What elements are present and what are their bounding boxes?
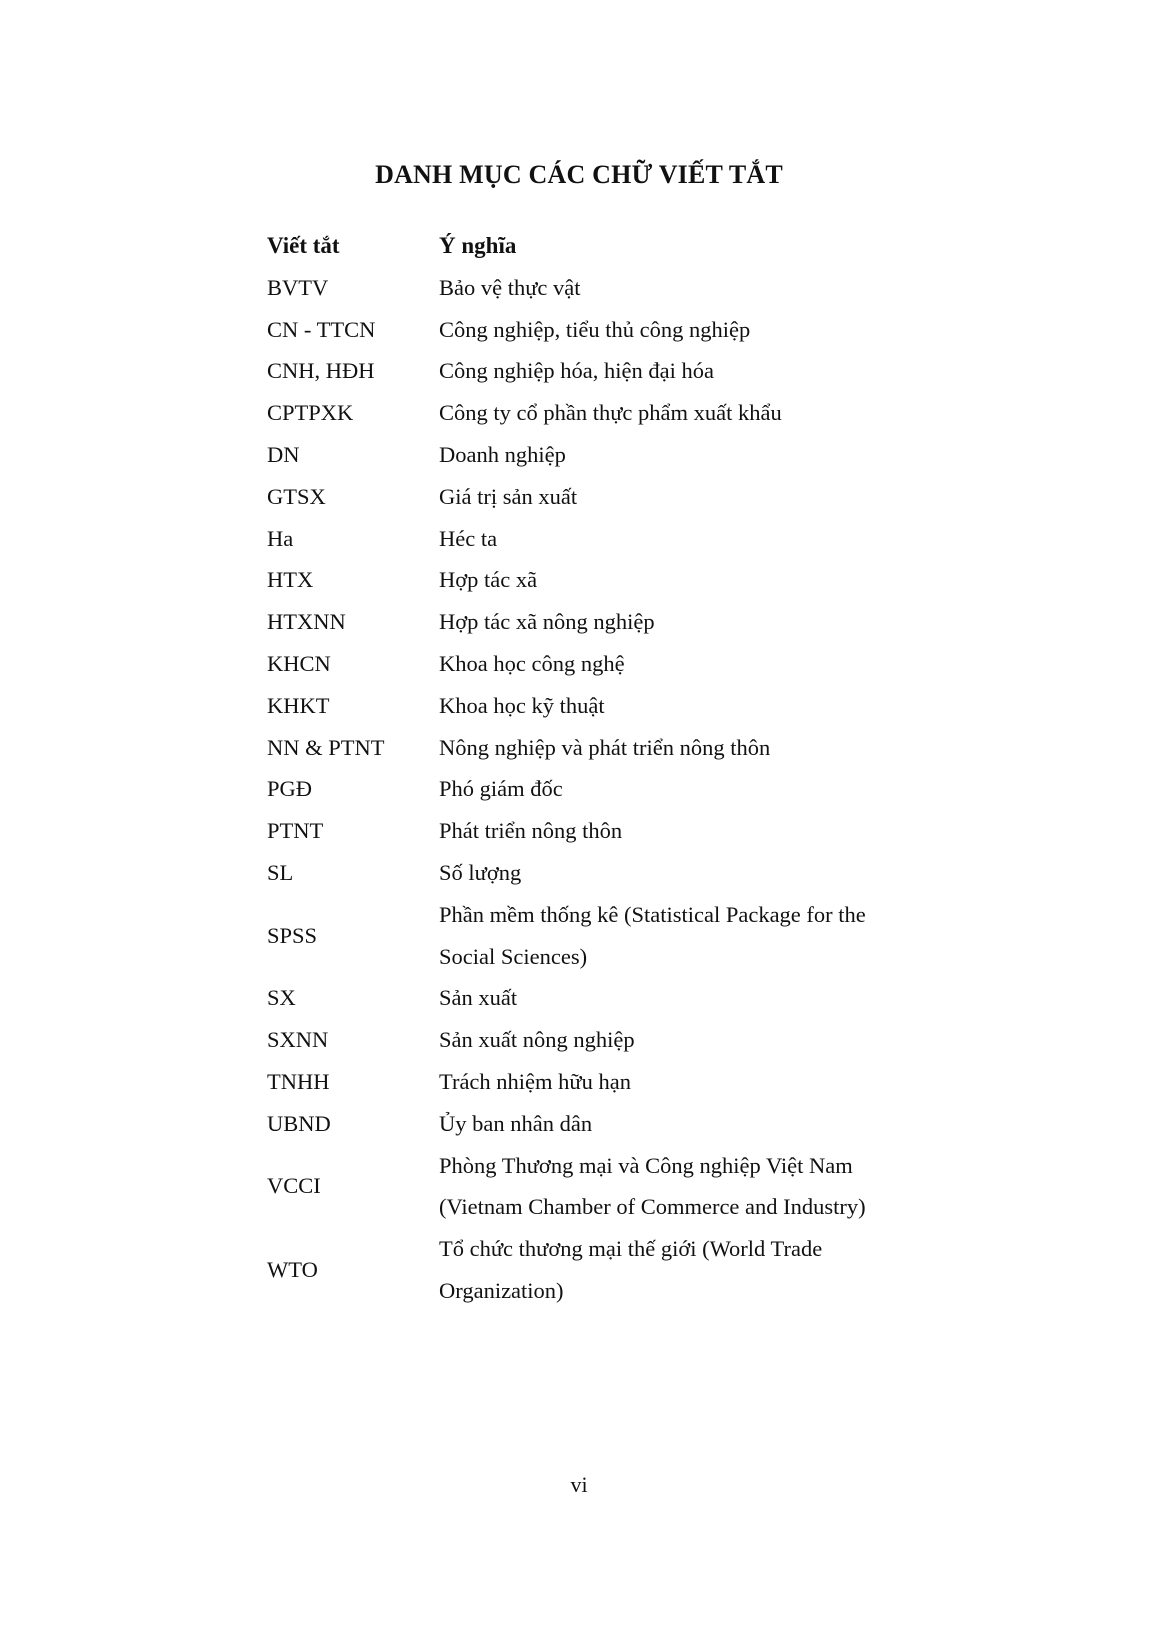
abbr-cell: SL xyxy=(267,859,294,885)
meaning-line: Số lượng xyxy=(439,859,522,885)
meaning-cell xyxy=(439,434,947,476)
abbr-cell: WTO xyxy=(267,1257,318,1283)
meaning-cell xyxy=(439,894,947,978)
abbr-cell: Ha xyxy=(267,525,294,551)
meaning-cell xyxy=(439,476,947,518)
table-row xyxy=(267,559,947,601)
abbr-cell: CPTPXK xyxy=(267,400,354,426)
meaning-line: Trách nhiệm hữu hạn xyxy=(439,1068,631,1094)
abbr-cell: SXNN xyxy=(267,1027,329,1053)
meaning-cell xyxy=(439,392,947,434)
meaning-line: Tổ chức thương mại thế giới (World Trade xyxy=(439,1236,823,1262)
abbr-cell: SPSS xyxy=(267,922,318,948)
abbr-cell: HTXNN xyxy=(267,609,346,635)
table-row xyxy=(267,768,947,810)
meaning-cell xyxy=(439,727,947,769)
meaning-line: Khoa học công nghệ xyxy=(439,650,625,676)
abbr-cell: GTSX xyxy=(267,483,326,509)
table-row xyxy=(267,350,947,392)
table-row xyxy=(267,1103,947,1145)
meaning-cell xyxy=(439,1061,947,1103)
abbr-cell: CNH, HĐH xyxy=(267,358,375,384)
meaning-line: Công nghiệp hóa, hiện đại hóa xyxy=(439,358,714,384)
table-body xyxy=(267,267,947,1312)
meaning-line: Công nghiệp, tiểu thủ công nghiệp xyxy=(439,316,751,342)
meaning-cell xyxy=(439,309,947,351)
meaning-cell xyxy=(439,350,947,392)
meaning-line: Hợp tác xã nông nghiệp xyxy=(439,609,655,635)
meaning-line: Phó giám đốc xyxy=(439,776,563,802)
table-row xyxy=(267,727,947,769)
meaning-cell xyxy=(439,685,947,727)
abbr-cell: UBND xyxy=(267,1110,331,1136)
meaning-line: Phần mềm thống kê (Statistical Package for the xyxy=(439,901,866,927)
meaning-line: Héc ta xyxy=(439,525,498,551)
table-header-row xyxy=(267,225,947,267)
meaning-line: Khoa học kỹ thuật xyxy=(439,692,605,718)
meaning-line: Ủy ban nhân dân xyxy=(439,1110,593,1136)
page-title: DANH MỤC CÁC CHỮ VIẾT TẮT xyxy=(375,160,783,189)
table-row xyxy=(267,1228,947,1312)
meaning-cell xyxy=(439,559,947,601)
table-row xyxy=(267,1019,947,1061)
meaning-cell xyxy=(439,1019,947,1061)
meaning-cell xyxy=(439,267,947,309)
page-number: vi xyxy=(570,1472,588,1497)
abbr-cell: HTX xyxy=(267,567,314,593)
table-row xyxy=(267,267,947,309)
abbreviation-table xyxy=(267,225,947,1312)
meaning-line: (Vietnam Chamber of Commerce and Industry) xyxy=(439,1194,866,1220)
table-row xyxy=(267,601,947,643)
table-row xyxy=(267,894,947,978)
meaning-line: Giá trị sản xuất xyxy=(439,483,578,509)
abbr-cell: PGĐ xyxy=(267,776,313,802)
table-row xyxy=(267,392,947,434)
abbr-cell: DN xyxy=(267,441,300,467)
meaning-line: Organization) xyxy=(439,1277,564,1303)
abbr-cell: NN & PTNT xyxy=(267,734,385,760)
meaning-line: Bảo vệ thực vật xyxy=(439,274,581,300)
meaning-line: Nông nghiệp và phát triển nông thôn xyxy=(439,734,771,760)
table-row xyxy=(267,852,947,894)
meaning-line: Sản xuất xyxy=(439,985,518,1011)
abbr-cell: CN - TTCN xyxy=(267,316,376,342)
meaning-cell xyxy=(439,601,947,643)
abbr-cell: KHCN xyxy=(267,650,331,676)
meaning-cell xyxy=(439,977,947,1019)
meaning-cell xyxy=(439,1145,947,1229)
header-meaning: Ý nghĩa xyxy=(439,233,517,258)
abbr-cell: PTNT xyxy=(267,818,324,844)
meaning-line: Doanh nghiệp xyxy=(439,441,566,467)
meaning-cell xyxy=(439,768,947,810)
table-row xyxy=(267,518,947,560)
meaning-line: Social Sciences) xyxy=(439,943,588,969)
table-row xyxy=(267,977,947,1019)
meaning-cell xyxy=(439,518,947,560)
meaning-cell xyxy=(439,643,947,685)
meaning-line: Sản xuất nông nghiệp xyxy=(439,1027,635,1053)
meaning-line: Phòng Thương mại và Công nghiệp Việt Nam xyxy=(439,1152,853,1178)
meaning-line: Hợp tác xã xyxy=(439,567,538,593)
table-row xyxy=(267,1061,947,1103)
table-row xyxy=(267,1145,947,1229)
meaning-cell xyxy=(439,1103,947,1145)
table-row xyxy=(267,309,947,351)
table-row xyxy=(267,643,947,685)
table-row xyxy=(267,810,947,852)
header-abbr: Viết tắt xyxy=(267,233,340,258)
abbr-cell: VCCI xyxy=(267,1173,321,1199)
abbr-cell: BVTV xyxy=(267,274,329,300)
meaning-line: Công ty cổ phần thực phẩm xuất khẩu xyxy=(439,400,782,426)
abbr-cell: TNHH xyxy=(267,1068,330,1094)
table-row xyxy=(267,434,947,476)
meaning-cell xyxy=(439,810,947,852)
meaning-line: Phát triển nông thôn xyxy=(439,818,623,844)
meaning-cell xyxy=(439,852,947,894)
table-row xyxy=(267,476,947,518)
abbr-cell: KHKT xyxy=(267,692,330,718)
meaning-cell xyxy=(439,1228,947,1312)
abbr-cell: SX xyxy=(267,985,296,1011)
table-row xyxy=(267,685,947,727)
